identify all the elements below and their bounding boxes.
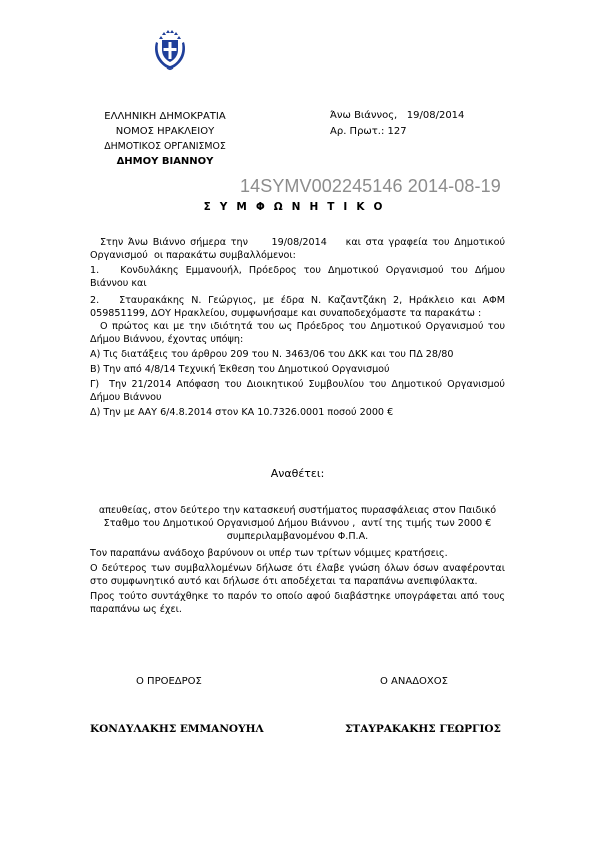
assigns-heading: Αναθέτει: [270, 467, 325, 480]
considering-intro: Ο πρώτος και με την ιδιότητά του ως Πρόεδρος του Δημοτικού Οργανισμού του Δήμου Βιάννου, έχοντας υπόψη: [90, 321, 505, 345]
issuer-block [60, 109, 270, 169]
contractor-name: ΣΤΑΥΡΑΚΑΚΗΣ ΓΕΩΡΓΙΟΣ [345, 723, 501, 735]
consideration-d: Δ) Την με ΑΑΥ 6/4.8.2014 στον ΚΑ 10.7326.0001 ποσού 2000 € [90, 407, 394, 418]
place-date: Άνω Βιάννος, 19/08/2014 [330, 110, 465, 121]
president-name: ΚΟΝΔΥΛΑΚΗΣ ΕΜΜΑΝΟΥΗΛ [90, 723, 264, 735]
withholdings-text: Τον παραπάνω ανάδοχο βαρύνουν οι υπέρ των τρίτων νόμιμες κρατήσεις. [90, 548, 448, 559]
issuer-line-prefecture: ΝΟΜΟΣ ΗΡΑΚΛΕΙΟΥ [115, 126, 215, 137]
document-title: ΣΥΜΦΩΝΗΤΙΚΟ [203, 201, 392, 213]
issuer-line-republic: ΕΛΛΗΝΙΚΗ ΔΗΜΟΚΡΑΤΙΑ [104, 111, 226, 122]
agreement-body [90, 236, 509, 419]
assignment-text: απευθείας, στον δεύτερο την κατασκευή συστήματος πυρασφάλειας στον Παιδικό Σταθμο του Δημοτικού Οργανισμού Δήμου Βιάννου , αντί της τιμής των 2000 € συμπεριλαμβανομένου Φ.Π.Α. [98, 505, 500, 542]
president-title: Ο ΠΡΟΕΔΡΟΣ [136, 676, 202, 687]
closing-text: Προς τούτο συντάχθηκε το παρόν το οποίο αφού διαβάστηκε υπογράφεται από τους παραπάνω ως έχει. [90, 591, 505, 615]
consideration-c: Γ) Την 21/2014 Απόφαση του Διοικητικού Συμβουλίου του Δημοτικού Οργανισμού Δήμου Βιάννου [90, 379, 509, 403]
greek-coat-of-arms-seal [150, 28, 190, 72]
date-protocol-block [330, 108, 464, 140]
consideration-a: Α) Τις διατάξεις του άρθρου 209 του Ν. 3463/06 του ΔΚΚ και του ΠΔ 28/80 [90, 349, 454, 360]
contractor-title: Ο ΑΝΑΔΟΧΟΣ [380, 676, 448, 687]
issuer-line-organization: ΔΗΜΟΤΙΚΟΣ ΟΡΓΑΝΙΣΜΟΣ [104, 141, 226, 152]
body-intro: Στην Άνω Βιάννο σήμερα την 19/08/2014 και στα γραφεία του Δημοτικού Οργανισμού οι παρακάτω συμβαλλόμενοι: [90, 237, 509, 261]
party-one: 1. Κονδυλάκης Εμμανουήλ, Πρόεδρος του Δημοτικού Οργανισμού του Δήμου Βιάννου και [90, 265, 509, 289]
protocol-number: Αρ. Πρωτ.: 127 [330, 126, 407, 137]
acceptance-text: Ο δεύτερος των συμβαλλομένων δήλωσε ότι έλαβε γνώση όλων όσων αναφέρονται στο συμφωνητικό αυτό και δήλωσε ότι αποδέχεται τα παραπάνω ανεπιφύλακτα. [90, 563, 505, 587]
consideration-b: Β) Την από 4/8/14 Τεχνική Έκθεση του Δημοτικού Οργανισμού [90, 364, 390, 375]
adam-code: 14SYMV002245146 2014-08-19 [240, 176, 501, 196]
assignment-body [90, 504, 505, 616]
issuer-line-municipality: ΔΗΜΟΥ ΒΙΑΝΝΟΥ [116, 156, 214, 167]
party-two: 2. Σταυρακάκης Ν. Γεώργιος, με έδρα Ν. Καζαντζάκη 2, Ηράκλειο και ΑΦΜ 059851199, ΔΟΥ Ηρακλείου, συμφωνήσαμε και συναποδεχόμαστε τα παρακάτω : [90, 295, 509, 319]
